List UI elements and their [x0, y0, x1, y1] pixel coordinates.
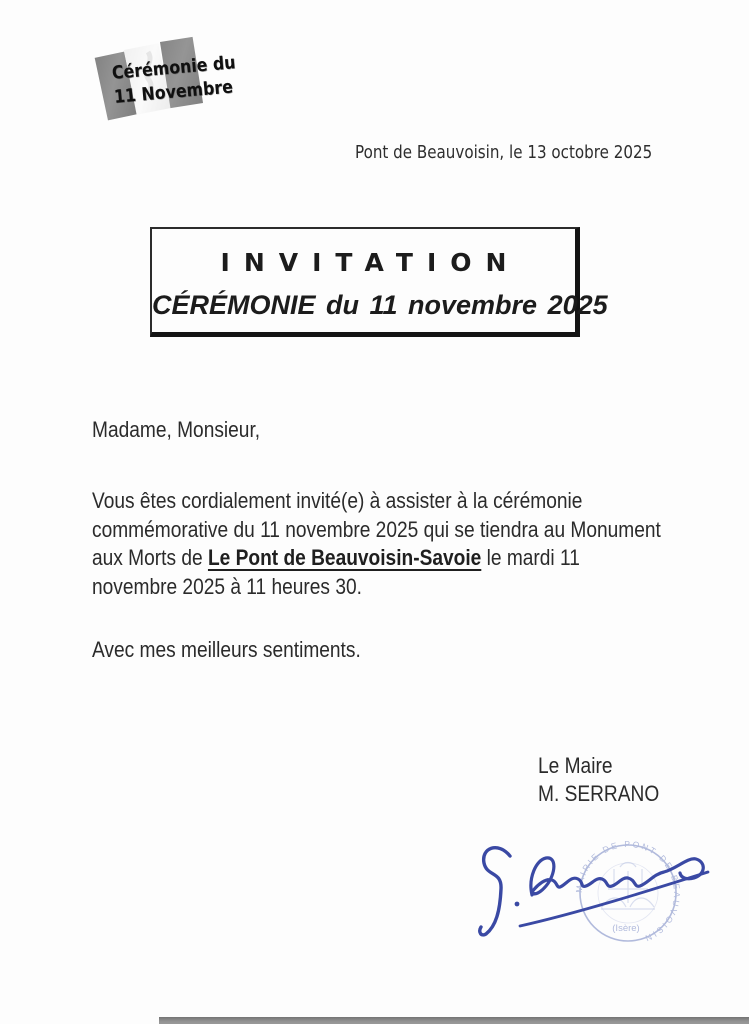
invitation-paragraph — [92, 487, 661, 601]
scan-edge-bar — [159, 1017, 749, 1024]
ceremony-flag-logo — [95, 34, 235, 126]
paragraph-line-3-post: le mardi 11 — [481, 545, 580, 570]
paragraph-line-1: Vous êtes cordialement invité(e) à assister à la cérémonie — [92, 488, 583, 513]
signature-block — [538, 752, 659, 807]
paragraph-line-4: novembre 2025 à 11 heures 30. — [92, 573, 362, 599]
signer-name: M. SERRANO — [538, 780, 660, 806]
stamp-ring-text: MAIRIE DE PONT-DE-BEAUVOISIN — [573, 838, 683, 945]
logo-line1: Cérémonie du — [111, 52, 237, 84]
mairie-round-stamp — [574, 839, 682, 944]
logo-line2: 11 Novembre — [113, 76, 234, 109]
closing-line: Avec mes meilleurs sentiments. — [92, 637, 361, 662]
invitation-title: INVITATION — [220, 248, 521, 277]
paragraph-line-2: commémorative du 11 novembre 2025 qui se tiendra au Monument — [92, 516, 661, 542]
stamp-center-text: (Isère) — [612, 923, 640, 934]
location-emphasis: Le Pont de Beauvoisin-Savoie — [207, 545, 482, 570]
invitation-subtitle: CÉRÉMONIE du 11 novembre 2025 — [152, 290, 608, 320]
logo-text — [111, 52, 237, 110]
signer-role: Le Maire — [538, 753, 613, 778]
paragraph-line-3 — [92, 544, 661, 573]
paragraph-line-3-pre: aux Morts de — [92, 545, 208, 570]
date-place-line: Pont de Beauvoisin, le 13 octobre 2025 — [355, 142, 653, 163]
invitation-box — [150, 227, 608, 337]
salutation: Madame, Monsieur, — [92, 417, 261, 442]
signature-and-stamp-area — [468, 816, 749, 968]
